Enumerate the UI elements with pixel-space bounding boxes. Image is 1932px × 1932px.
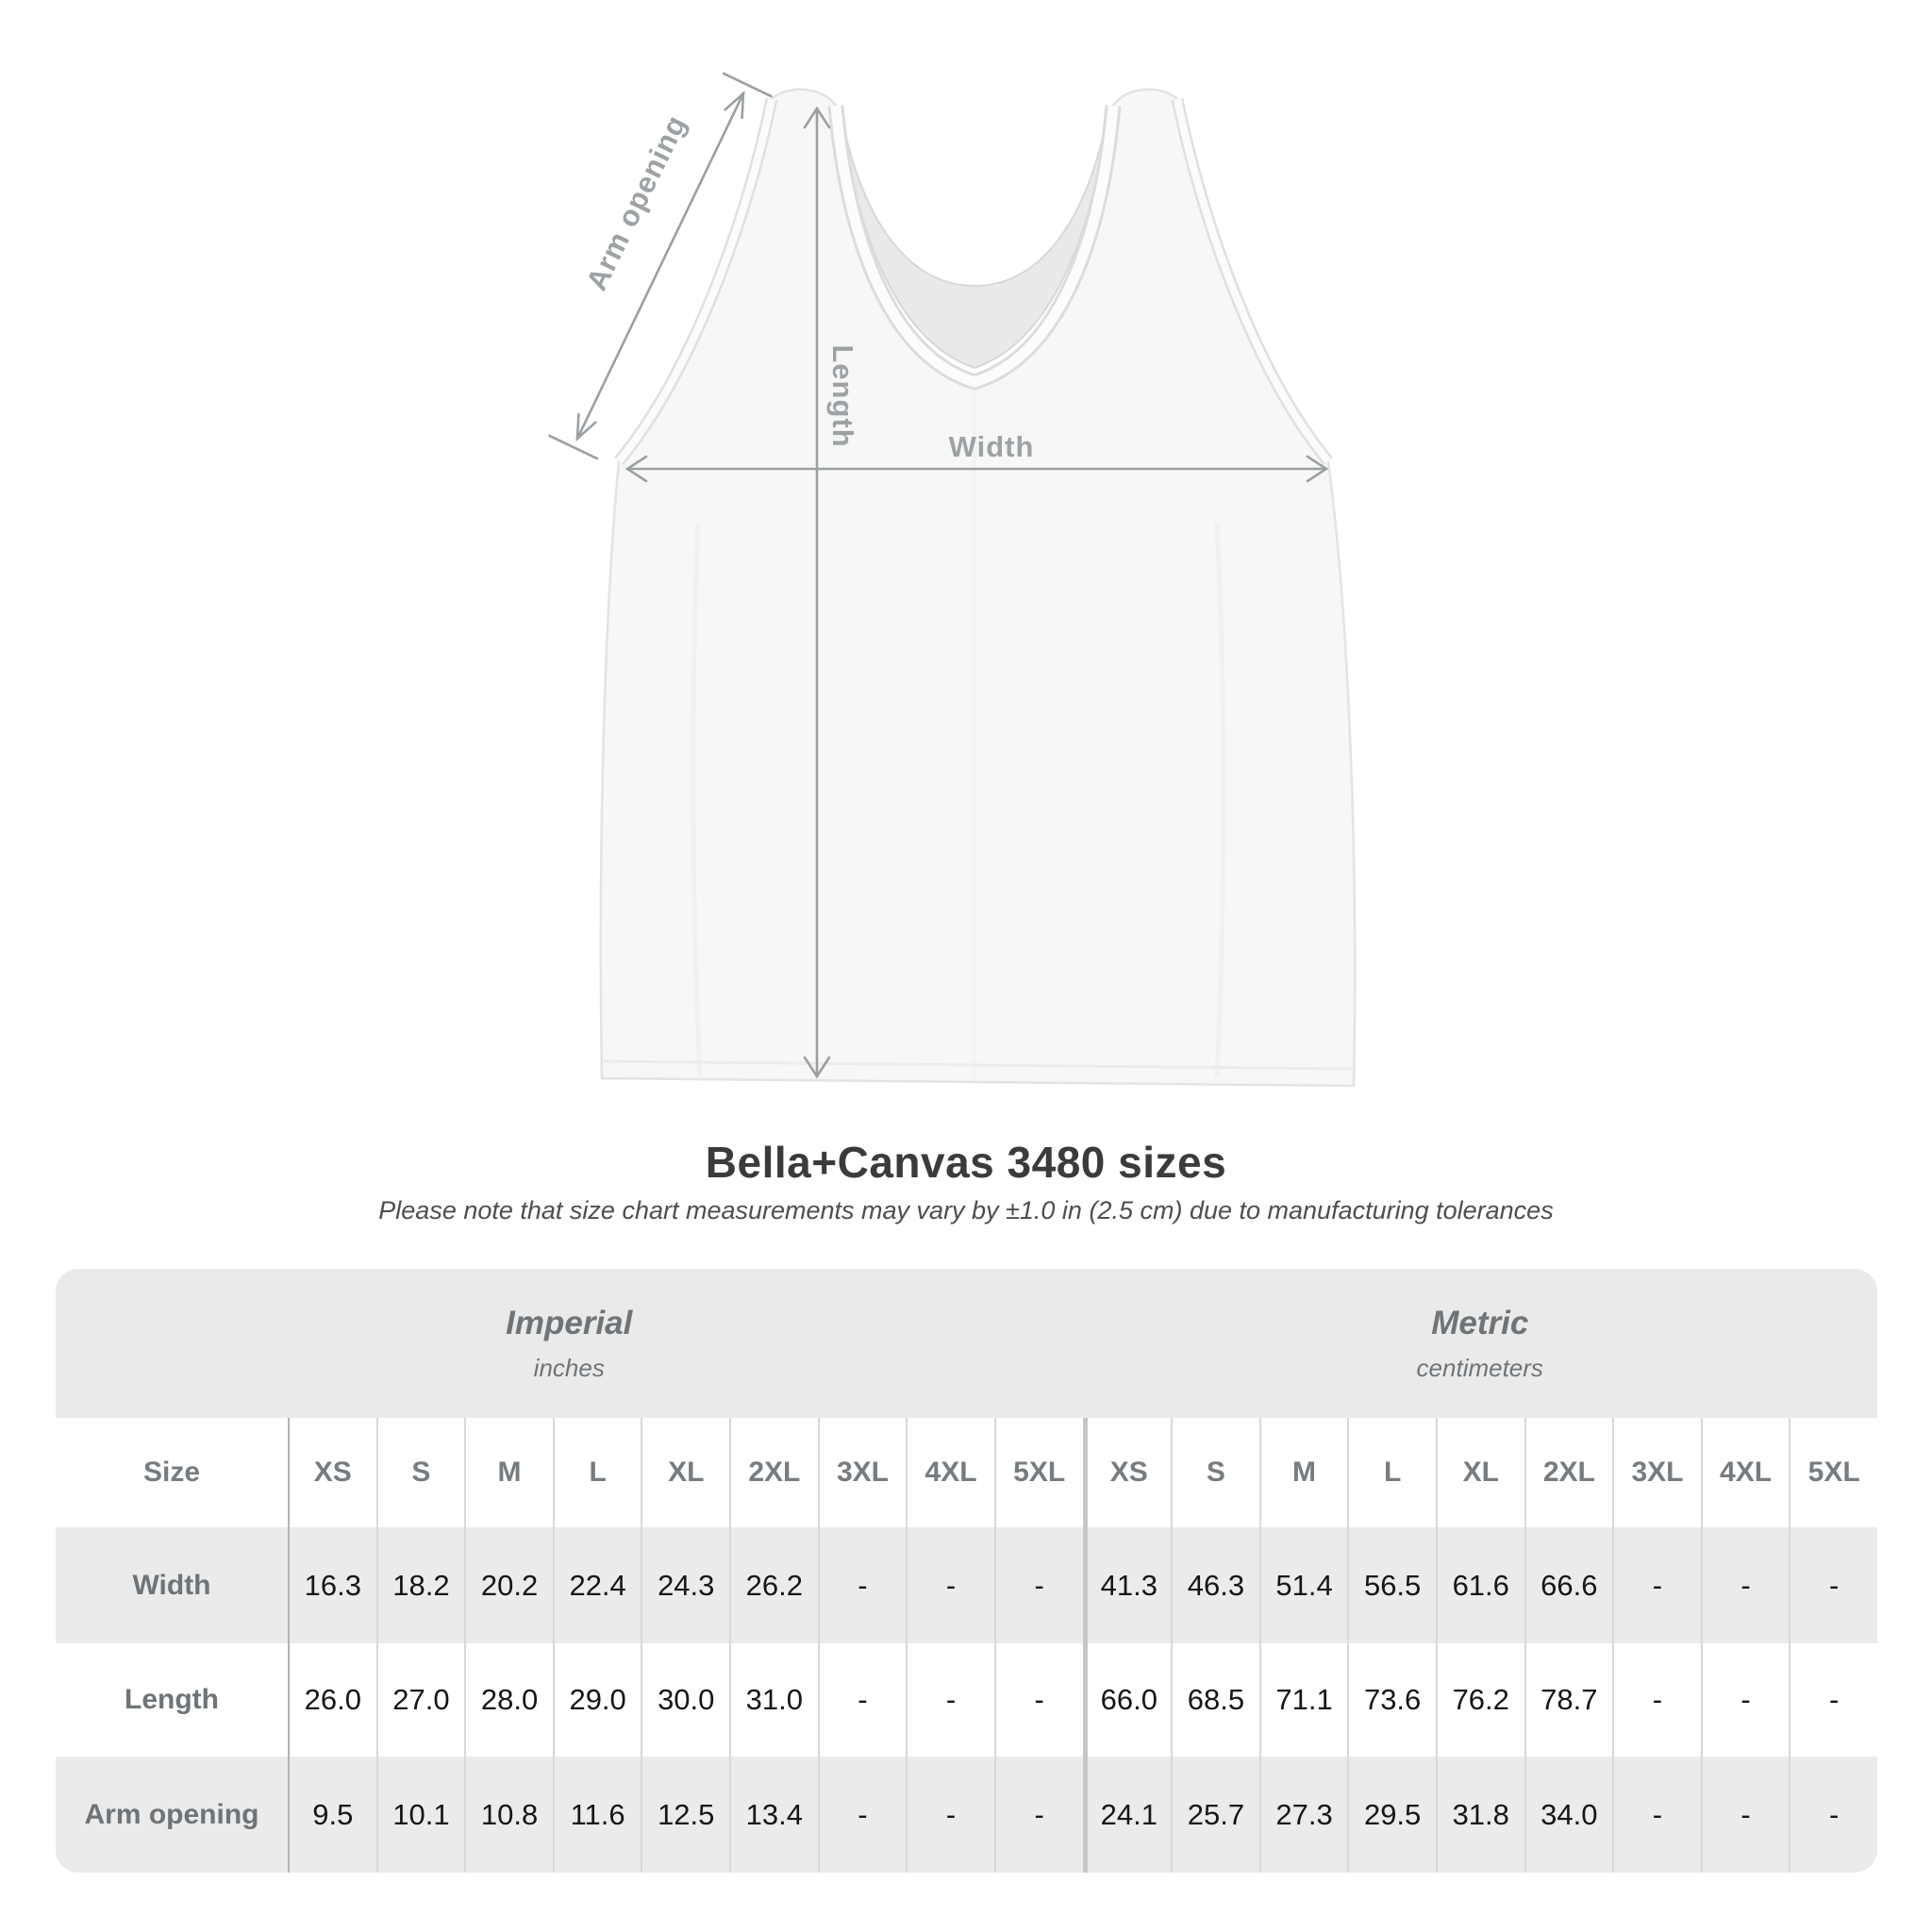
table-cell: - <box>994 1757 1083 1873</box>
length-label: Length <box>826 344 859 448</box>
table-cell: - <box>906 1527 994 1643</box>
column-header-size: Size <box>56 1418 288 1527</box>
table-cell: 22.4 <box>553 1527 641 1643</box>
table-cell: - <box>818 1643 907 1757</box>
table-cell: - <box>1612 1527 1701 1643</box>
row-label-width: Width <box>56 1527 288 1643</box>
table-cell: - <box>818 1527 907 1643</box>
table-cell: - <box>1612 1757 1701 1873</box>
table-cell: 34.0 <box>1524 1757 1613 1873</box>
table-cell: 13.4 <box>729 1757 818 1873</box>
imperial-label: Imperial <box>506 1304 633 1341</box>
table-cell: 28.0 <box>464 1643 553 1757</box>
table-cell: 31.0 <box>729 1643 818 1757</box>
tank-top-illustration <box>557 80 1387 1099</box>
unit-group-metric <box>1083 1269 1878 1418</box>
table-cell: 30.0 <box>641 1643 729 1757</box>
table-cell: 41.3 <box>1083 1527 1172 1643</box>
table-cell: 24.3 <box>641 1527 729 1643</box>
column-header: M <box>1259 1418 1348 1527</box>
table-cell: 20.2 <box>464 1527 553 1643</box>
unit-group-imperial <box>56 1269 1083 1418</box>
table-cell: - <box>1789 1643 1877 1757</box>
table-cell: 27.3 <box>1259 1757 1348 1873</box>
size-table <box>56 1269 1877 1873</box>
table-cell: 66.6 <box>1524 1527 1613 1643</box>
table-cell: 73.6 <box>1347 1643 1436 1757</box>
metric-units: centimeters <box>1416 1353 1543 1382</box>
table-cell: - <box>1701 1643 1790 1757</box>
column-header: 5XL <box>994 1418 1083 1527</box>
table-cell: 29.5 <box>1347 1757 1436 1873</box>
column-header: 2XL <box>1524 1418 1613 1527</box>
arm-opening-label: Arm opening <box>579 109 693 296</box>
column-header: 4XL <box>1701 1418 1790 1527</box>
column-header: XS <box>1083 1418 1172 1527</box>
table-cell: 27.0 <box>376 1643 465 1757</box>
table-cell: 16.3 <box>288 1527 376 1643</box>
column-header: 5XL <box>1789 1418 1877 1527</box>
table-cell: - <box>1701 1757 1790 1873</box>
table-cell: 78.7 <box>1524 1643 1613 1757</box>
column-header: L <box>553 1418 641 1527</box>
table-cell: 26.0 <box>288 1643 376 1757</box>
table-cell: - <box>1789 1757 1877 1873</box>
table-cell: - <box>906 1643 994 1757</box>
column-header: M <box>464 1418 553 1527</box>
metric-label: Metric <box>1431 1304 1529 1341</box>
table-cell: - <box>818 1757 907 1873</box>
column-header: S <box>376 1418 465 1527</box>
table-cell: 10.1 <box>376 1757 465 1873</box>
column-header: 2XL <box>729 1418 818 1527</box>
column-header: 3XL <box>1612 1418 1701 1527</box>
table-cell: 68.5 <box>1171 1643 1259 1757</box>
table-cell: - <box>1701 1527 1790 1643</box>
table-cell: 61.6 <box>1436 1527 1524 1643</box>
page-title: Bella+Canvas 3480 sizes <box>705 1138 1227 1187</box>
column-header: XL <box>1436 1418 1524 1527</box>
table-cell: 25.7 <box>1171 1757 1259 1873</box>
tolerance-note: Please note that size chart measurements may vary by ±1.0 in (2.5 cm) due to manufacturing tolerances <box>378 1196 1554 1224</box>
table-cell: 56.5 <box>1347 1527 1436 1643</box>
table-cell: 24.1 <box>1083 1757 1172 1873</box>
table-cell: 71.1 <box>1259 1643 1348 1757</box>
table-cell: - <box>994 1643 1083 1757</box>
table-cell: 12.5 <box>641 1757 729 1873</box>
row-label-arm-opening: Arm opening <box>56 1757 288 1873</box>
table-cell: 29.0 <box>553 1643 641 1757</box>
table-cell: 31.8 <box>1436 1757 1524 1873</box>
table-cell: - <box>994 1527 1083 1643</box>
table-cell: 76.2 <box>1436 1643 1524 1757</box>
row-label-length: Length <box>56 1643 288 1757</box>
table-cell: 10.8 <box>464 1757 553 1873</box>
column-header: 4XL <box>906 1418 994 1527</box>
table-cell: 11.6 <box>553 1757 641 1873</box>
table-cell: - <box>906 1757 994 1873</box>
table-cell: - <box>1612 1643 1701 1757</box>
table-cell: 51.4 <box>1259 1527 1348 1643</box>
tank-top-size-diagram <box>557 80 1387 1099</box>
table-cell: 66.0 <box>1083 1643 1172 1757</box>
table-cell: - <box>1789 1527 1877 1643</box>
width-label: Width <box>948 430 1035 463</box>
table-cell: 26.2 <box>729 1527 818 1643</box>
column-header: XS <box>288 1418 376 1527</box>
table-cell: 9.5 <box>288 1757 376 1873</box>
column-header: XL <box>641 1418 729 1527</box>
column-header: S <box>1171 1418 1259 1527</box>
column-header: 3XL <box>818 1418 907 1527</box>
table-cell: 46.3 <box>1171 1527 1259 1643</box>
imperial-units: inches <box>533 1353 605 1382</box>
table-cell: 18.2 <box>376 1527 465 1643</box>
column-header: L <box>1347 1418 1436 1527</box>
tank-front-panel <box>601 90 1355 1086</box>
